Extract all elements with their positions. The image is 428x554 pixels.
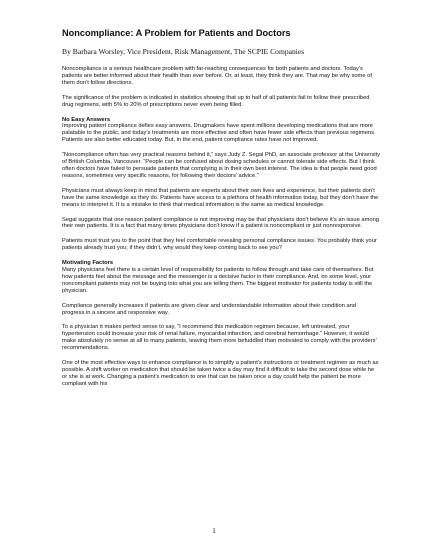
intro-paragraph: Noncompliance is a serious healthcare problem with far-reaching consequences for both patients and doctors. Today’s patients are better informed about their health than ever before. Or, at least, they think they are. That may be why some of them don’t follow directions. — [62, 66, 372, 86]
section-paragraph: Segal suggests that one reason patient compliance is not improving may be that physicians don’t believe it’s an issue among their own patients. It is a fact that many times physicians don’t know if a patient is noncompliant or just nonresponsive. — [62, 216, 379, 230]
section-paragraph: Many physicians feel there is a certain level of responsibility for patients to follow through and take care of themselves. But how patients feel about the message and the messenger is a decisive factor in their compliance. And, on some level, your noncompliant patients may not be buying into what you are telling them. The biggest motivator for patients today is still the physician. — [62, 267, 374, 294]
section-paragraph: Compliance generally increases if patients are given clear and understandable information about their condition and progress in a sincere and responsive way. — [62, 302, 357, 316]
page-number: 1 — [212, 527, 216, 535]
section-heading-no-easy-answers: No Easy Answers — [62, 116, 111, 123]
section-paragraph: Physicians must always keep in mind that patients are experts about their own lives and experience, but their patients don’t have the same knowledge as they do. Patients have access to a plethora of health information today, but they don’t have the means to interpret it. It is a mistake to think that medical information is the same as medical knowledge. — [62, 187, 379, 208]
byline: By Barbara Worsley, Vice President, Risk Management, The SCPIE Companies — [62, 47, 305, 56]
article-body — [62, 28, 380, 396]
section-paragraph: One of the most effective ways to enhance compliance is to simplify a patient’s instructions or treatment regimen as much as possible. A shift worker on medication that should be taken twice a day may find it difficult to take the second dose while he or she is at work. Changing a patient’s medication to one that can be taken once a day could help the patient be more compliant with his — [62, 360, 379, 387]
statistics-paragraph: The significance of the problem is indicated in statistics showing that up to half of all patients fail to follow their prescribed drug regimens, with 5% to 20% of prescriptions never even being filled. — [62, 94, 370, 108]
article-title: Noncompliance: A Problem for Patients and Doctors — [62, 28, 291, 38]
section-paragraph: Patients must trust you to the point that they feel comfortable revealing personal compliance issues. You probably think your patients already trust you; if they didn’t, why would they keep coming back to see you? — [62, 238, 377, 252]
section-heading-motivating-factors: Motivating Factors — [62, 260, 114, 267]
section-paragraph: To a physician it makes perfect sense to say, “I recommend this medication regimen because, left untreated, your hypertension could increase your risk of renal failure, myocardial infarction, and cerebral hemorrhage.” However, it would make absolutely no sense at all to many patients, leaving them more befuddled than motivated to comply with the providers’ recommendations. — [62, 324, 377, 352]
section-paragraph: “Noncompliance often has very practical reasons behind it,” says Judy Z. Segal PhD, an associate professor at the University of British Columbia, Vancouver. “People can be confused about dosing schedules or cannot tolerate side effects. But I think often doctors have failed to persuade patients that complying is in their own best interest. The idea is that people need good reasons, sometimes very specific reasons, for following their doctors’ advice.” — [62, 152, 380, 179]
section-paragraph: Improving patient compliance defies easy answers. Drugmakers have spent millions developing medications that are more palatable to the public, and today’s treatments are more effective and often have fewer side effects than previous regimens. Patients are also better educated today. But, in the end, patient compliance rates have not improved. — [62, 123, 376, 144]
